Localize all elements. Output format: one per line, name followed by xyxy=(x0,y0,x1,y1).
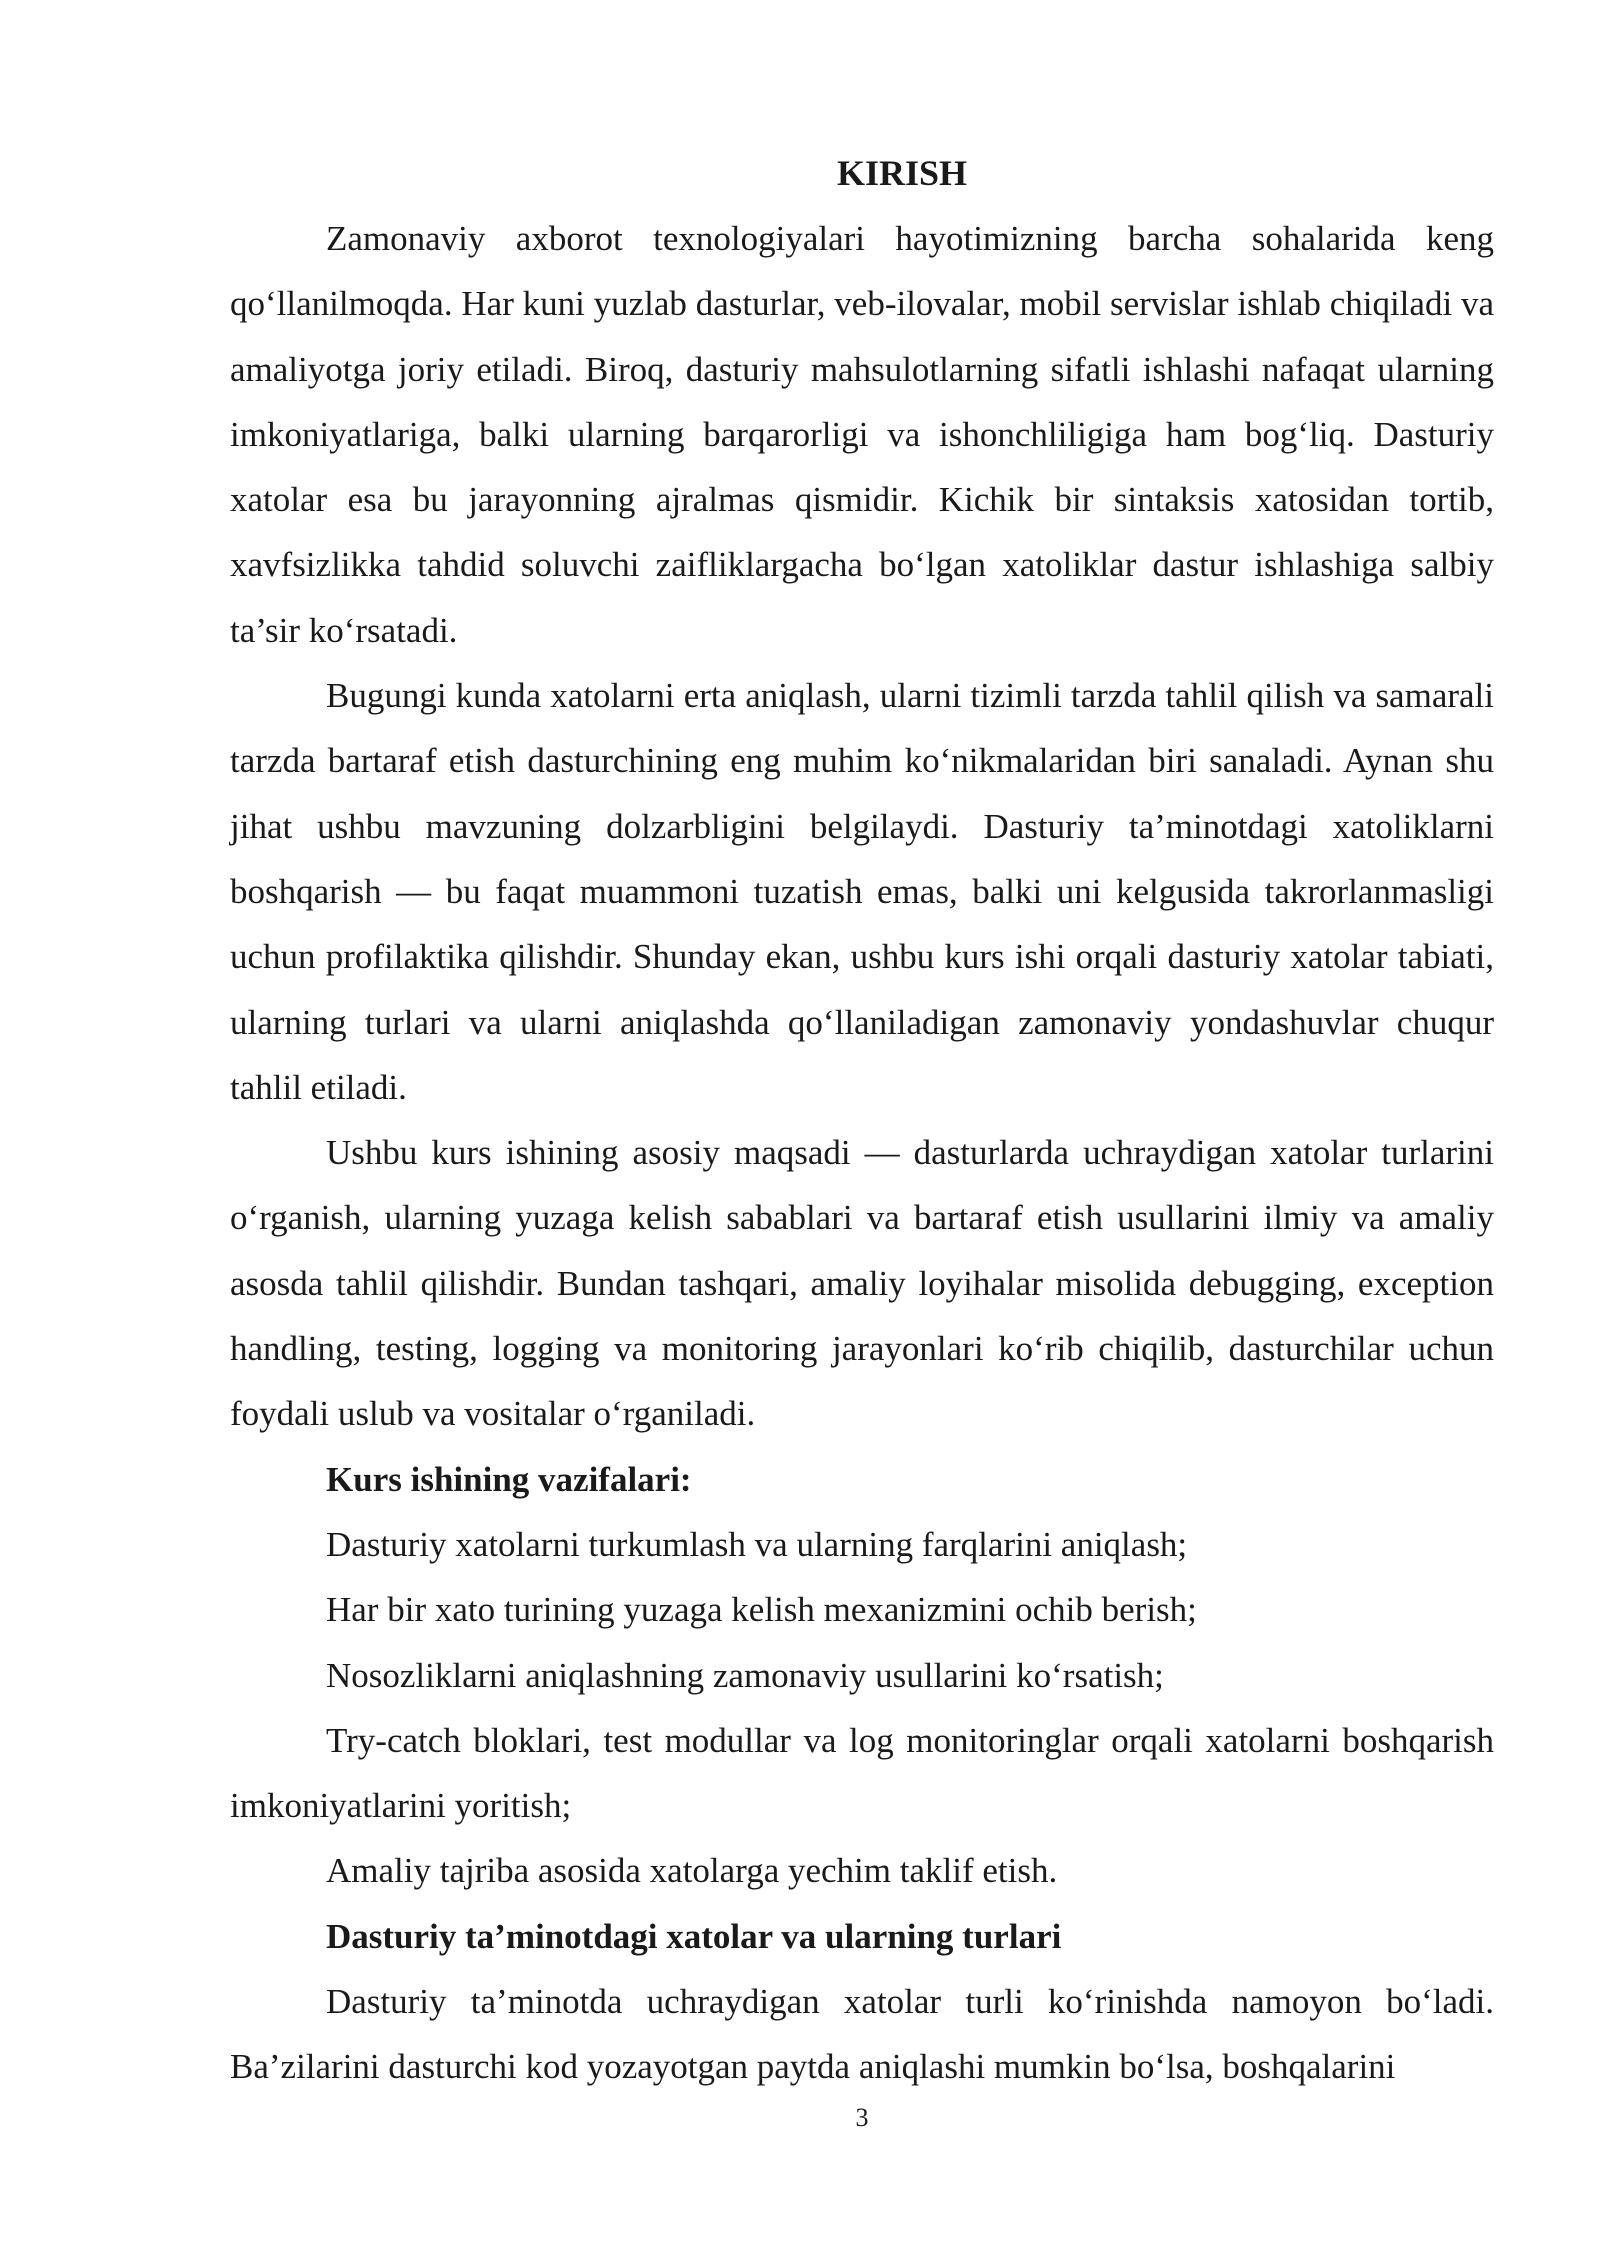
task-item-5: Amaliy tajriba asosida xatolarga yechim taklif etish. xyxy=(326,1851,1058,1891)
task-item-3: Nosozliklarni aniqlashning zamonaviy usullarini ko‘rsatish; xyxy=(326,1655,1164,1695)
intro-paragraph-2: Bugungi kunda xatolarni erta aniqlash, ularni tizimli tarzda tahlil qilish va samarali tarzda bartaraf etish dasturchining eng muhim ko‘nikmalaridan biri sanaladi. Aynan shu jihat ushbu mavzuning dolzarbligini belgilaydi. Dasturiy ta’minotdagi xatoliklarni boshqarish — bu faqat muammoni tuzatish emas, balki uni kelgusida takrorlanmasligi uchun profilaktika qilishdir. Shunday ekan, ushbu kurs ishi orqali dasturiy xatolar tabiati, ularning turlari va ularni aniqlashda qo‘llaniladigan zamonaviy yondashuvlar chuqur tahlil etiladi. xyxy=(230,676,1494,1107)
intro-paragraph-3: Ushbu kurs ishining asosiy maqsadi — dasturlarda uchraydigan xatolar turlarini o‘rganish, ularning yuzaga kelish sabablari va bartaraf etish usullarini ilmiy va amaliy asosda tahlil qilishdir. Bundan tashqari, amaliy loyihalar misolida debugging, exception handling, testing, logging va monitoring jarayonlari ko‘rib chiqilib, dasturchilar uchun foydali uslub va vositalar o‘rganiladi. xyxy=(230,1133,1494,1434)
page-title: KIRISH xyxy=(836,153,968,193)
page-number: 3 xyxy=(855,2103,869,2132)
section-heading: Dasturiy ta’minotdagi xatolar va ularning turlari xyxy=(326,1916,1062,1956)
document-page xyxy=(230,148,1494,2100)
intro-paragraph-1: Zamonaviy axborot texnologiyalari hayotimizning barcha sohalarida keng qo‘llanilmoqda. Har kuni yuzlab dasturlar, veb-ilovalar, mobil servislar ishlab chiqiladi va amaliyotga joriy etiladi. Biroq, dasturiy mahsulotlarning sifatli ishlashi nafaqat ularning imkoniyatlariga, balki ularning barqarorligi va ishonchliligiga ham bog‘liq. Dasturiy xatolar esa bu jarayonning ajralmas qismidir. Kichik bir sintaksis xatosidan tortib, xavfsizlikka tahdid soluvchi zaifliklargacha bo‘lgan xatoliklar dastur ishlashiga salbiy ta’sir ko‘rsatadi. xyxy=(230,219,1494,650)
task-item-4: Try-catch bloklari, test modullar va log monitoringlar orqali xatolarni boshqarish imkoniyatlarini yoritish; xyxy=(230,1720,1494,1826)
tasks-heading: Kurs ishining vazifalari: xyxy=(326,1459,692,1499)
task-item-2: Har bir xato turining yuzaga kelish mexanizmini ochib berish; xyxy=(326,1590,1197,1630)
section-paragraph: Dasturiy ta’minotda uchraydigan xatolar turli ko‘rinishda namoyon bo‘ladi. Ba’zilarini dasturchi kod yozayotgan paytda aniqlashi mumkin bo‘lsa, boshqalarini xyxy=(230,1982,1494,2087)
task-item-1: Dasturiy xatolarni turkumlash va ularning farqlarini aniqlash; xyxy=(326,1524,1188,1564)
